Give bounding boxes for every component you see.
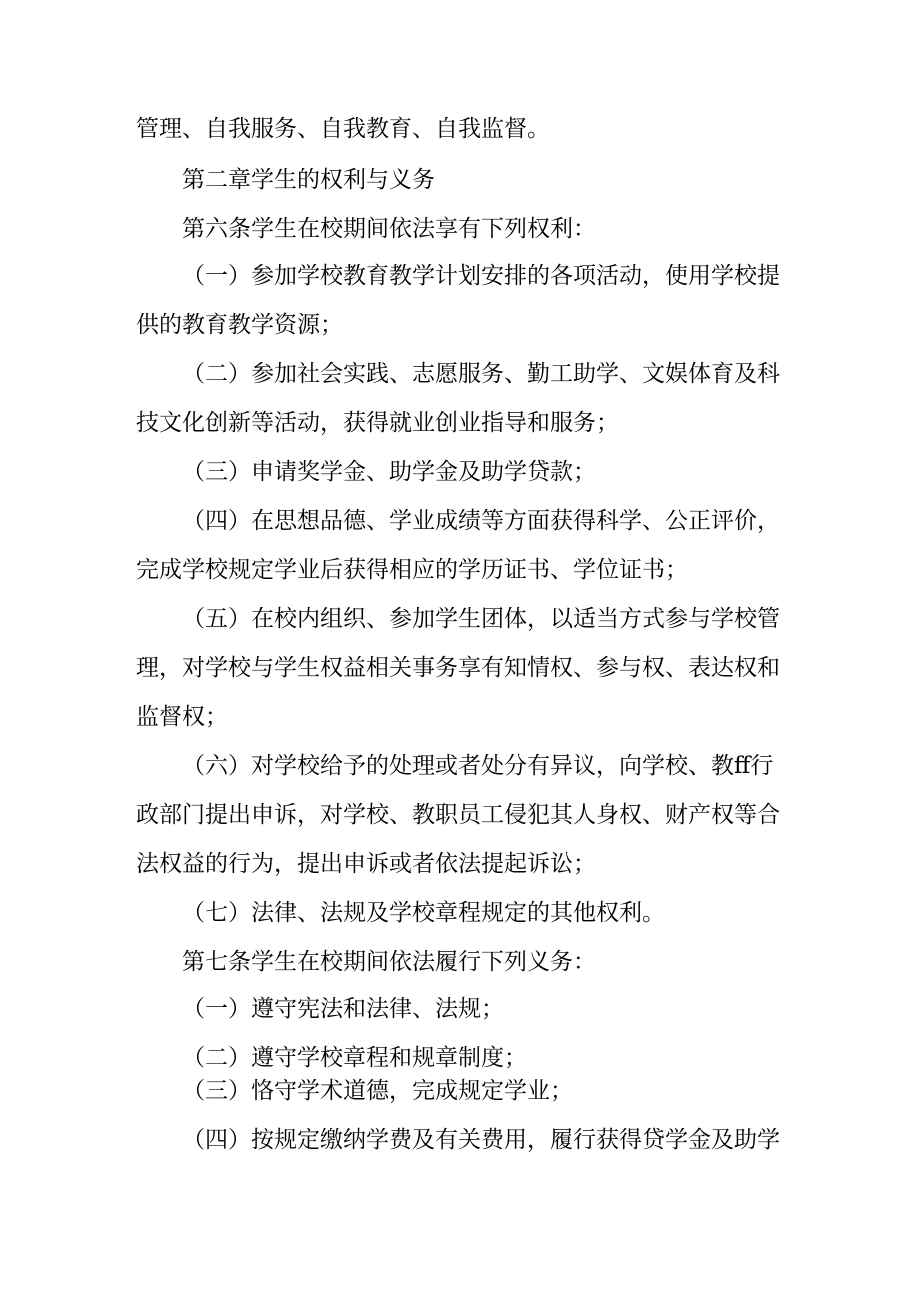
text-line: 政部门提出申诉，对学校、教职员工侵犯其人身权、财产权等合 <box>136 802 780 828</box>
text-line: 理，对学校与学生权益相关事务享有知情权、参与权、表达权和 <box>136 655 780 681</box>
text-line: 技文化创新等活动，获得就业创业指导和服务； <box>136 410 619 436</box>
text-line: （三）申请奖学金、助学金及助学贷款； <box>182 459 596 485</box>
text-line: （七）法律、法规及学校章程规定的其他权利。 <box>182 900 665 926</box>
text-line: 监督权； <box>136 704 228 730</box>
text-line: （五）在校内组织、参加学生团体，以适当方式参与学校管 <box>182 606 780 632</box>
text-line: （四）在思想品德、学业成绩等方面获得科学、公正评价， <box>182 508 780 534</box>
text-line: （四）按规定缴纳学费及有关费用，履行获得贷学金及助学 <box>182 1127 780 1153</box>
text-line: 管理、自我服务、自我教育、自我监督。 <box>136 116 550 142</box>
text-line: 法权益的行为，提出申诉或者依法提起诉讼； <box>136 851 596 877</box>
chapter-heading: 第二章学生的权利与义务 <box>182 167 435 193</box>
article-heading: 第七条学生在校期间依法履行下列义务： <box>182 949 596 975</box>
article-heading: 第六条学生在校期间依法享有下列权利： <box>182 216 596 242</box>
text-line: （一）参加学校教育教学计划安排的各项活动，使用学校提 <box>182 263 780 289</box>
text-line: （二）遵守学校章程和规章制度； <box>182 1045 527 1071</box>
text-line: 供的教育教学资源； <box>136 312 343 338</box>
text-line: （六）对学校给予的处理或者处分有异议，向学校、教ff行 <box>182 753 774 779</box>
text-line: （一）遵守宪法和法律、法规； <box>182 996 504 1022</box>
text-line: （三）恪守学术道德，完成规定学业； <box>182 1078 573 1104</box>
text-line: 完成学校规定学业后获得相应的学历证书、学位证书； <box>136 557 688 583</box>
text-line: （二）参加社会实践、志愿服务、勤工助学、文娱体育及科 <box>182 361 780 387</box>
